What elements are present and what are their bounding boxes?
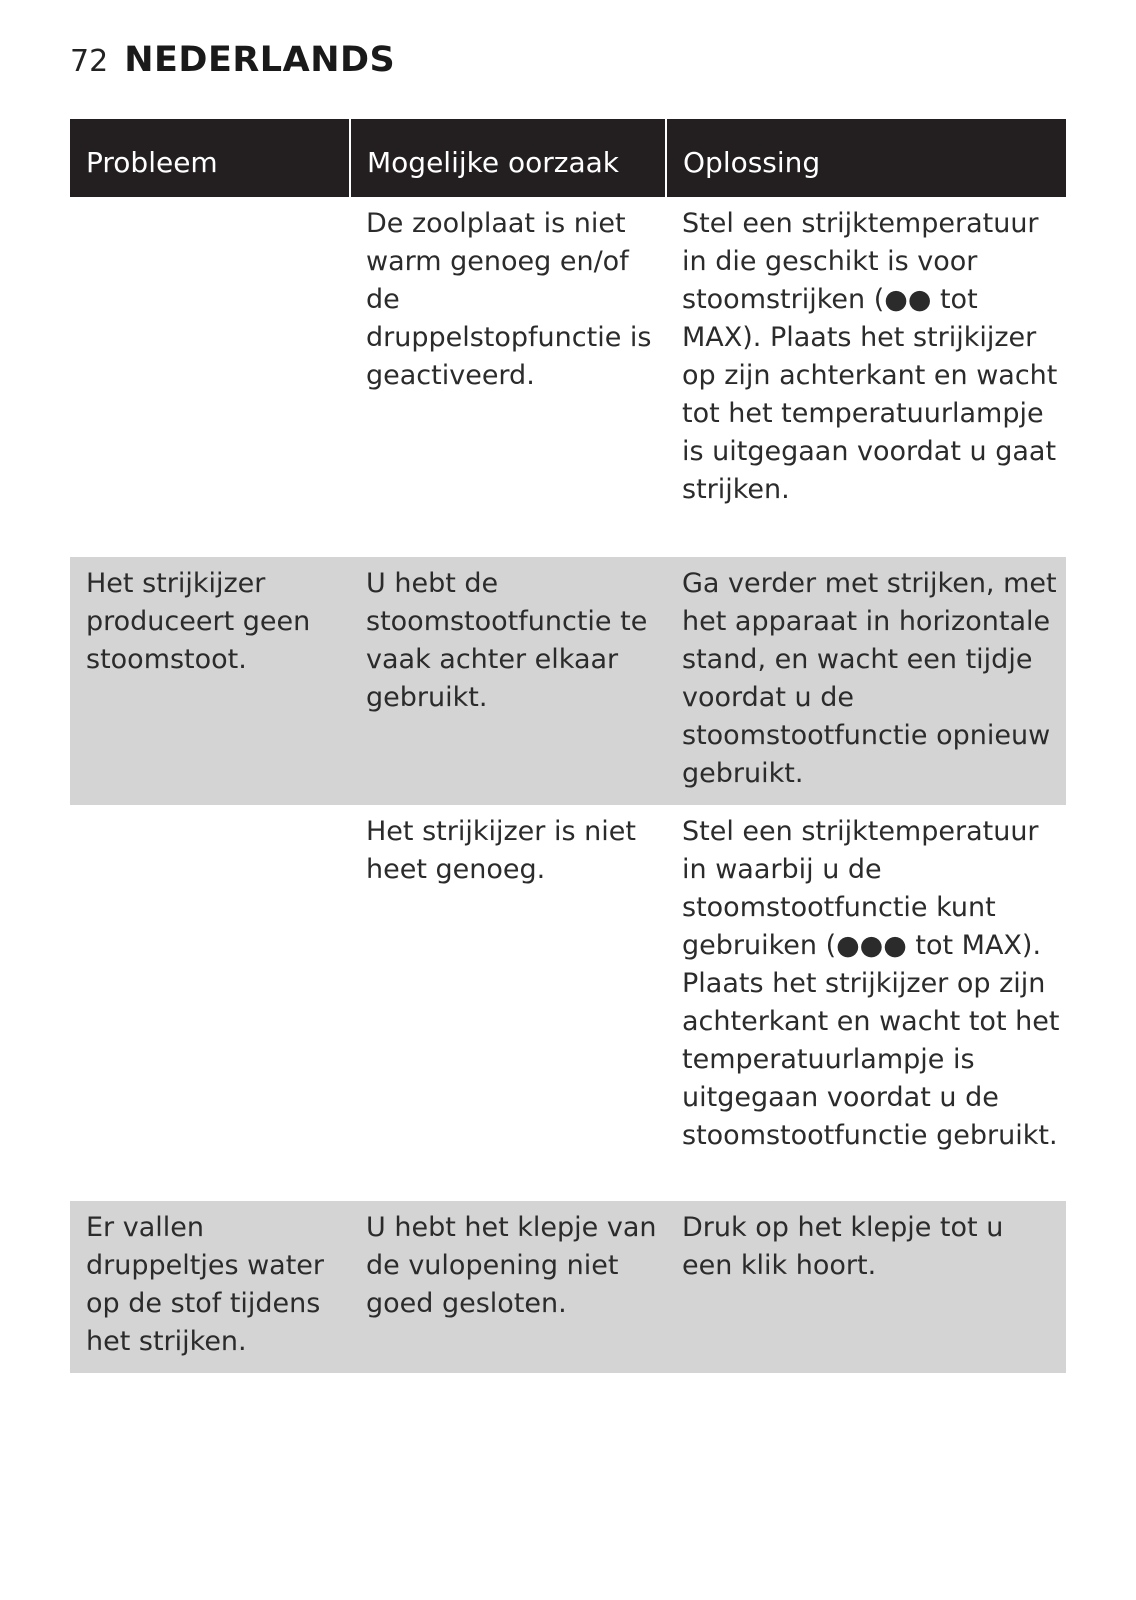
solution-cell: Druk op het klepje tot u een klik hoort. [666, 1201, 1066, 1373]
column-header-solution: Oplossing [666, 119, 1066, 197]
table-row [70, 557, 1066, 805]
table-row [70, 197, 1066, 557]
solution-cell: Stel een strijktemperatuur in waarbij u de stoomstootfunctie kunt gebruiken (●●● tot MAX). Plaats het strijkijzer op zijn achterkant en wacht tot het temperatuurlampje is uitgegaan voordat u de stoomstootfunctie gebruikt. [682, 816, 1060, 1151]
problem-cell [70, 197, 350, 557]
cause-cell: De zoolplaat is niet warm genoeg en/of de druppelstopfunctie is geactiveerd. [366, 208, 652, 391]
table-row [70, 1201, 1066, 1373]
page-number: 72 [70, 44, 109, 79]
problem-cell [70, 805, 350, 1201]
problem-cell: Er vallen druppeltjes water op de stof tijdens het strijken. [70, 1201, 350, 1373]
section-title: NEDERLANDS [124, 40, 396, 80]
table-row [70, 805, 1066, 1201]
cause-cell: U hebt het klepje van de vulopening niet goed gesloten. [350, 1201, 666, 1373]
solution-cell: Stel een strijktemperatuur in die geschikt is voor stoomstrijken (●● tot MAX). Plaats het strijkijzer op zijn achterkant en wacht tot het temperatuurlampje is uitgegaan voordat u gaat strijken. [682, 208, 1058, 505]
troubleshooting-table [70, 119, 1066, 1373]
cause-cell: U hebt de stoomstootfunctie te vaak achter elkaar gebruikt. [350, 557, 666, 805]
column-header-problem: Probleem [70, 119, 350, 197]
table-header-row [70, 119, 1066, 197]
page-header [70, 40, 395, 80]
cause-cell: Het strijkijzer is niet heet genoeg. [366, 816, 636, 885]
column-header-cause: Mogelijke oorzaak [350, 119, 666, 197]
problem-cell: Het strijkijzer produceert geen stoomstoot. [70, 557, 350, 805]
solution-cell: Ga verder met strijken, met het apparaat in horizontale stand, en wacht een tijdje voordat u de stoomstootfunctie opnieuw gebruikt. [666, 557, 1066, 805]
